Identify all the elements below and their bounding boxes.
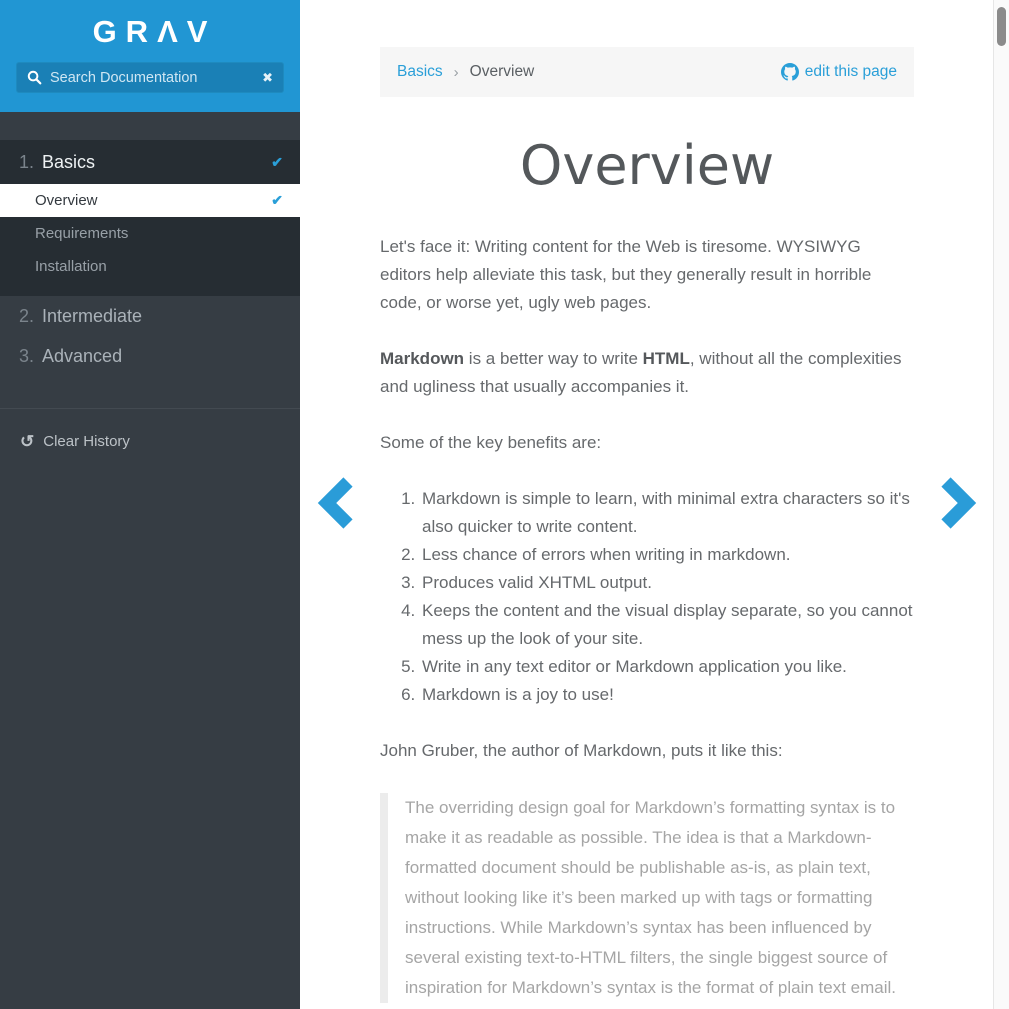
check-icon: ✔ [271,192,283,208]
sidebar-item-advanced[interactable] [0,336,300,376]
benefits-list [380,485,914,709]
sidebar-item-basics[interactable] [0,140,300,184]
chevron-left-icon [315,475,357,531]
next-page-button[interactable] [937,475,979,531]
chapter-label: Intermediate [42,305,143,326]
sidebar-item-intermediate[interactable] [0,296,300,336]
sidebar-item-overview[interactable] [0,184,300,217]
chapter-number: 1. [19,151,35,172]
sidebar-divider [0,408,300,409]
clear-history-label: Clear History [43,433,130,450]
list-item: 6. Markdown is a joy to use! [420,681,914,709]
search-box[interactable] [16,62,284,93]
sidebar-header [0,0,300,112]
sidebar-item-requirements[interactable] [0,217,300,250]
list-item: 4. Keeps the content and the visual display separate, so you cannot mess up the look of your site. [420,597,914,653]
scrollbar-thumb[interactable] [997,7,1006,46]
bold-markdown: Markdown [380,349,465,368]
chevron-right-icon [937,475,979,531]
paragraph-markdown: Markdown is a better way to write HTML, without all the complexities and ugliness that usually accompanies it. [380,349,902,396]
sidebar-nav [0,140,300,376]
check-icon: ✔ [271,153,283,170]
article-column [380,47,914,1003]
breadcrumb [380,47,914,97]
sidebar-item-installation[interactable] [0,250,300,283]
history-icon: ↺ [20,432,35,451]
list-item: 1. Markdown is simple to learn, with minimal extra characters so it's also quicker to write content. [420,485,914,541]
chapter-basics-block [0,140,300,296]
article-body [380,233,914,1003]
search-input[interactable] [50,70,262,86]
chapter-label: Basics [42,151,96,172]
breadcrumb-link-basics[interactable]: Basics [397,63,443,80]
list-item: 2. Less chance of errors when writing in markdown. [420,541,914,569]
chapter-number: 3. [19,345,35,366]
clear-search-icon[interactable]: ✖ [262,70,273,85]
paragraph-gruber: John Gruber, the author of Markdown, puts it like this: [380,741,783,760]
main-content-area [300,0,993,1009]
sidebar [0,0,300,1009]
list-item: 5. Write in any text editor or Markdown application you like. [420,653,914,681]
scrollbar-track[interactable] [993,0,1009,1009]
clear-history-button[interactable] [0,433,300,450]
paragraph-intro: Let's face it: Writing content for the Web is tiresome. WYSIWYG editors help alleviate this task, but they generally result in horrible code, or worse yet, ugly web pages. [380,237,872,312]
search-icon [27,70,42,85]
list-item: 3. Produces valid XHTML output. [420,569,914,597]
previous-page-button[interactable] [315,475,357,531]
chapter-number: 2. [19,305,35,326]
subitem-label: Installation [35,258,107,275]
subitem-label: Requirements [35,225,129,242]
edit-this-page-link[interactable] [781,63,897,81]
breadcrumb-current: Overview [469,63,535,80]
grav-logo[interactable]: GRΛV [92,14,217,49]
github-icon [781,63,799,81]
paragraph-benefits-lead: Some of the key benefits are: [380,433,602,452]
markdown-quote: The overriding design goal for Markdown’s formatting syntax is to make it as readable as possible. The idea is that a Markdown-formatted document should be publishable as-is, as plain text, without looking like it’s been marked up with tags or formatting instructions. While Markdown’s syntax has been influenced by several existing text-to-HTML filters, the single biggest source of inspiration for Markdown’s syntax is the format of plain text email. [380,793,914,1003]
subitem-label: Overview [35,192,98,209]
chevron-right-icon: › [453,63,459,81]
page-title: Overview [519,134,775,197]
bold-html: HTML [642,349,690,368]
edit-link-label: edit this page [804,63,897,80]
chapter-label: Advanced [42,345,123,366]
